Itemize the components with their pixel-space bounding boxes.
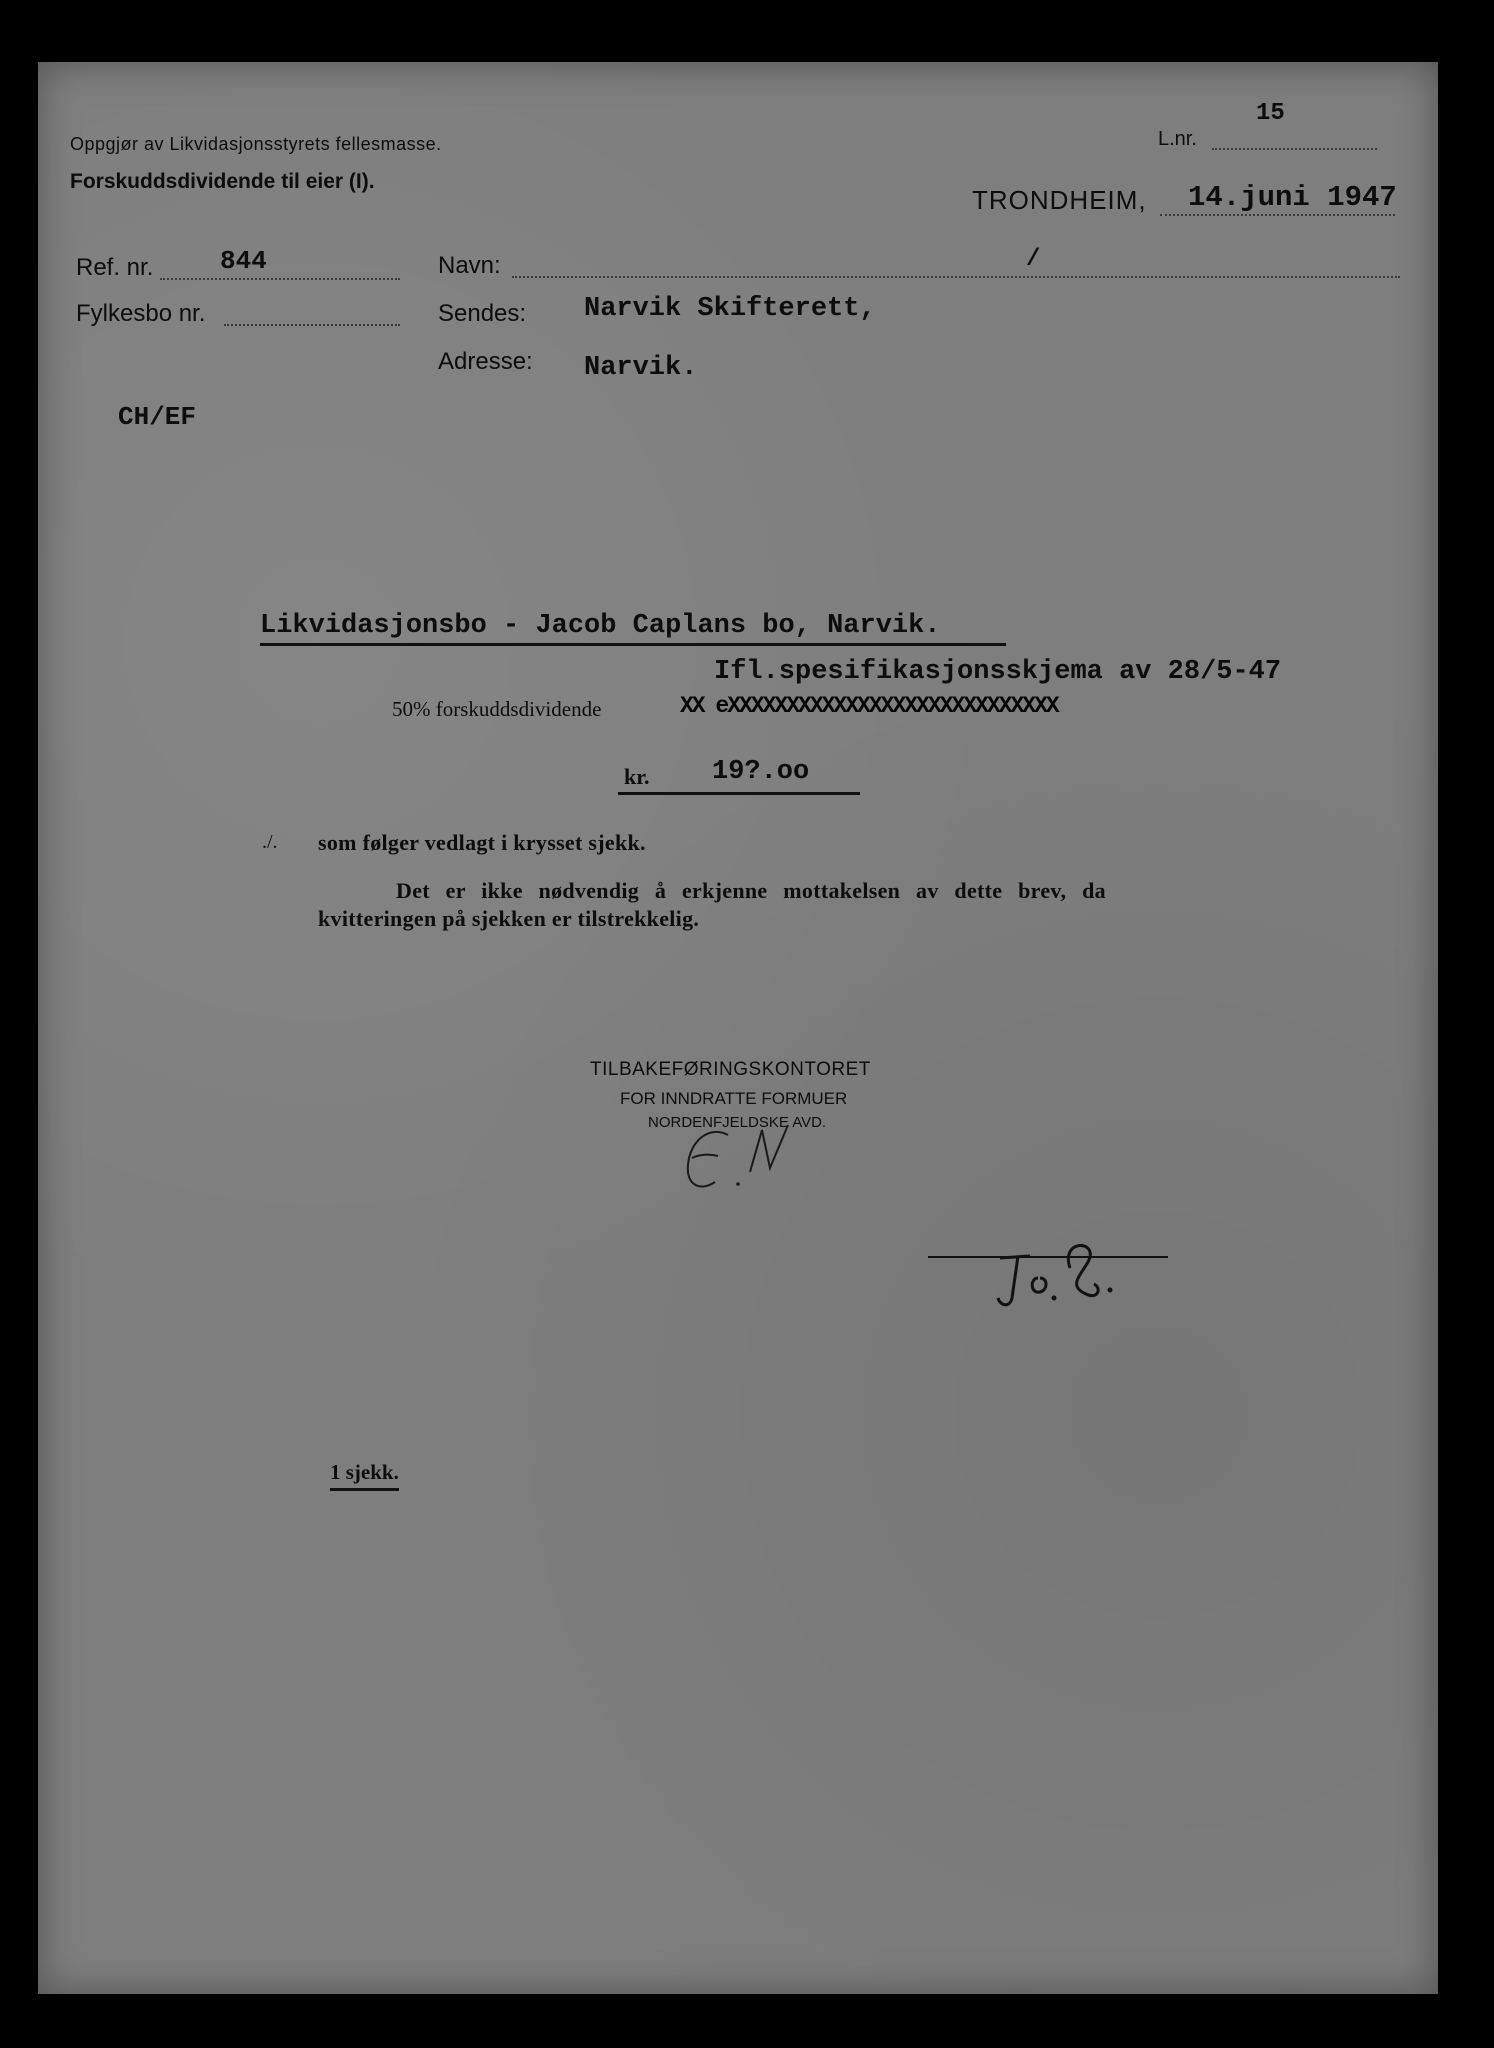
dividend-struck-text: XX eXXXXXXXXXXXXXXXXXXXXXXXXXXXX xyxy=(680,693,1058,719)
notice-line-1: Det er ikke nødvendig å erkjenne mottakelsen av dette brev, da xyxy=(396,878,1106,903)
handwritten-signature xyxy=(990,1228,1140,1318)
ref-label: Ref. nr. xyxy=(76,254,154,281)
navn-dotted-line xyxy=(512,276,1400,278)
navn-label: Navn: xyxy=(438,252,501,279)
enclosure-count: 1 sjekk. xyxy=(330,1460,399,1491)
header-subtitle: Forskuddsdividende til eier (I). xyxy=(70,170,375,193)
document-page xyxy=(38,62,1438,1994)
enclosure-mark: ./. xyxy=(262,831,278,853)
specification-line: Ifl.spesifikasjonsskjema av 28/5-47 xyxy=(714,657,1282,687)
sendes-label: Sendes: xyxy=(438,300,527,327)
enclosed-text: som følger vedlagt i krysset sjekk. xyxy=(318,830,646,855)
dividend-prefix: 50% forskuddsdividende xyxy=(392,697,602,721)
amount-label: kr. xyxy=(624,764,650,789)
adresse-value: Narvik. xyxy=(584,353,698,383)
office-subtitle: FOR INNDRATTE FORMUER xyxy=(620,1089,848,1108)
handwritten-initials-signature xyxy=(670,1110,820,1205)
fylkesbo-label: Fylkesbo nr. xyxy=(76,300,206,327)
lnr-label: L.nr. xyxy=(1158,128,1197,150)
amount-underline xyxy=(618,792,860,795)
lnr-dotted-line xyxy=(1212,148,1377,150)
notice-line-2: kvitteringen på sjekken er tilstrekkelig. xyxy=(318,906,700,931)
amount-value: 19?.oo xyxy=(712,757,810,787)
typist-initials: CH/EF xyxy=(118,402,197,432)
header-title: Oppgjør av Likvidasjonsstyrets fellesmasse. xyxy=(70,134,442,154)
adresse-label: Adresse: xyxy=(438,348,533,375)
date-dotted-line xyxy=(1160,214,1395,216)
ref-value: 844 xyxy=(220,246,267,276)
sendes-value: Narvik Skifterett, xyxy=(584,294,876,324)
place-label: TRONDHEIM, xyxy=(972,185,1147,215)
letter-date: 14.juni 1947 xyxy=(1188,181,1397,214)
office-department: NORDENFJELDSKE AVD. xyxy=(648,1114,827,1131)
subject-line: Likvidasjonsbo - Jacob Caplans bo, Narvik. xyxy=(260,611,1006,646)
ref-dotted-line xyxy=(160,278,400,280)
office-name: TILBAKEFØRINGSKONTORET xyxy=(590,1059,871,1080)
navn-value: / xyxy=(1026,246,1041,273)
fylkesbo-dotted-line xyxy=(224,324,400,326)
lnr-value: 15 xyxy=(1256,100,1285,127)
